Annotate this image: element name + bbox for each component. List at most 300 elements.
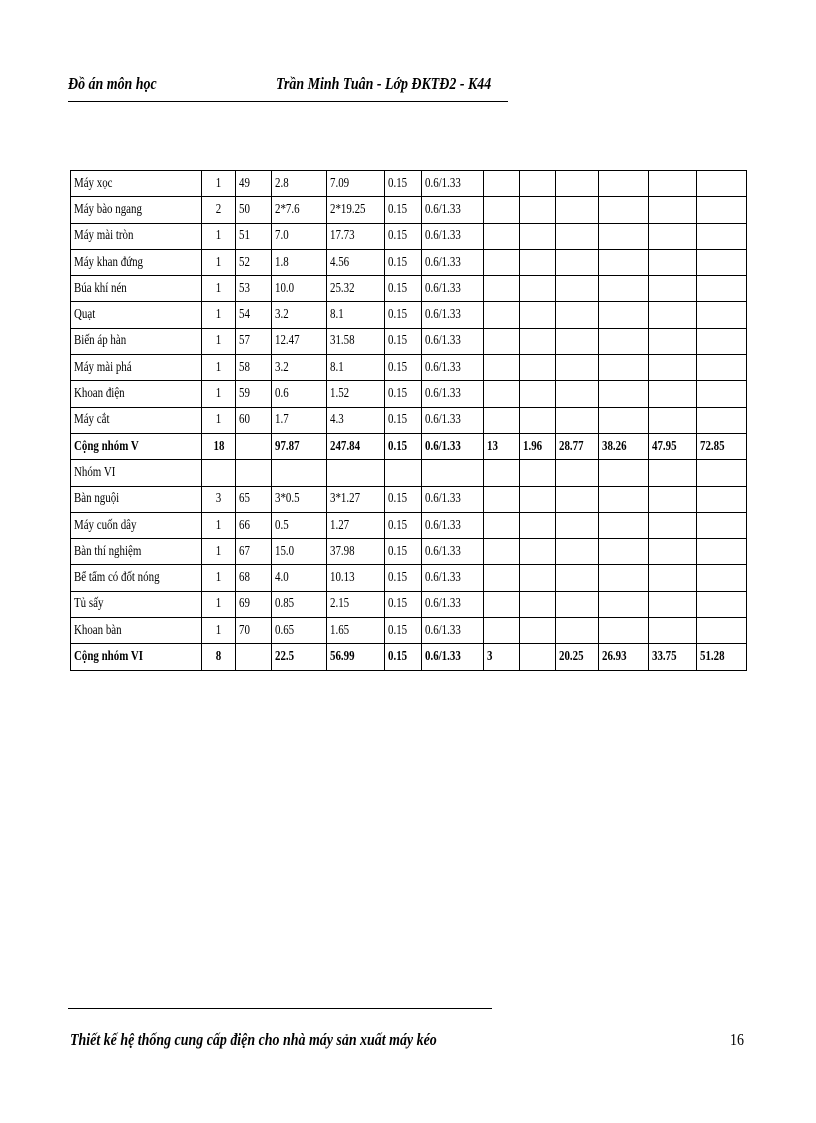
cell-text: Nhóm VI bbox=[74, 464, 116, 480]
table-cell bbox=[556, 223, 599, 249]
table-cell bbox=[385, 565, 422, 591]
table-cell bbox=[422, 381, 484, 407]
table-cell bbox=[202, 171, 236, 197]
table-cell bbox=[484, 460, 520, 486]
cell-text: Máy cắt bbox=[74, 412, 110, 428]
table-cell bbox=[236, 486, 272, 512]
table-cell bbox=[484, 328, 520, 354]
table-cell bbox=[236, 223, 272, 249]
table-cell bbox=[520, 249, 556, 275]
table-cell bbox=[422, 644, 484, 670]
cell-text: 0.15 bbox=[388, 254, 408, 270]
header-course-title: Đồ án môn học bbox=[68, 74, 157, 93]
table-cell bbox=[327, 407, 385, 433]
table-cell bbox=[385, 328, 422, 354]
table-row bbox=[71, 539, 747, 565]
cell-text: 15.0 bbox=[275, 543, 295, 559]
table-cell bbox=[236, 512, 272, 538]
cell-text: 0.6/1.33 bbox=[425, 648, 461, 664]
table-cell-name bbox=[71, 171, 202, 197]
cell-text: 20.25 bbox=[559, 648, 584, 664]
cell-text: Cộng nhóm VI bbox=[74, 648, 143, 664]
table-cell bbox=[327, 249, 385, 275]
table-cell bbox=[272, 644, 327, 670]
table-cell bbox=[697, 328, 747, 354]
cell-text: 18 bbox=[213, 438, 224, 454]
cell-text: 1 bbox=[215, 517, 222, 533]
table-cell bbox=[272, 302, 327, 328]
cell-text: Bể tẩm có đốt nóng bbox=[74, 570, 160, 586]
cell-text: Khoan điện bbox=[74, 386, 125, 402]
table-cell bbox=[272, 486, 327, 512]
table-cell bbox=[556, 407, 599, 433]
cell-text: 7.09 bbox=[330, 175, 350, 191]
table-cell bbox=[484, 512, 520, 538]
table-cell bbox=[649, 433, 697, 459]
table-cell bbox=[327, 276, 385, 302]
table-row bbox=[71, 565, 747, 591]
table-cell bbox=[484, 381, 520, 407]
table-cell-name bbox=[71, 407, 202, 433]
cell-text: 1 bbox=[215, 386, 222, 402]
table-cell bbox=[520, 512, 556, 538]
table-cell bbox=[556, 276, 599, 302]
cell-text: 3.2 bbox=[275, 359, 289, 375]
cell-text: 0.15 bbox=[388, 570, 408, 586]
table-cell bbox=[484, 644, 520, 670]
table-cell bbox=[422, 433, 484, 459]
table-cell bbox=[484, 433, 520, 459]
cell-text: 8.1 bbox=[330, 307, 344, 323]
cell-text: 10.13 bbox=[330, 570, 355, 586]
table-cell bbox=[272, 460, 327, 486]
table-cell bbox=[327, 539, 385, 565]
cell-text: 0.6/1.33 bbox=[425, 622, 461, 638]
table-cell bbox=[556, 486, 599, 512]
table-cell bbox=[422, 276, 484, 302]
table-cell bbox=[236, 407, 272, 433]
table-cell bbox=[556, 328, 599, 354]
cell-text: 0.15 bbox=[388, 359, 408, 375]
table-cell bbox=[599, 328, 649, 354]
table-cell bbox=[272, 407, 327, 433]
table-cell bbox=[202, 276, 236, 302]
table-cell bbox=[697, 539, 747, 565]
table-cell bbox=[236, 171, 272, 197]
table-cell bbox=[520, 618, 556, 644]
table-cell bbox=[556, 249, 599, 275]
cell-text: 52 bbox=[239, 254, 250, 270]
table-cell bbox=[385, 381, 422, 407]
cell-text: 2*7.6 bbox=[275, 201, 300, 217]
cell-text: 38.26 bbox=[602, 438, 627, 454]
table-row bbox=[71, 618, 747, 644]
cell-text: 1 bbox=[215, 543, 222, 559]
cell-text: 70 bbox=[239, 622, 250, 638]
table-cell bbox=[236, 302, 272, 328]
table-cell bbox=[649, 460, 697, 486]
table-cell bbox=[422, 512, 484, 538]
table-cell bbox=[697, 591, 747, 617]
cell-text: 0.15 bbox=[388, 517, 408, 533]
cell-text: 1 bbox=[215, 307, 222, 323]
cell-text: Máy khan đứng bbox=[74, 254, 144, 270]
cell-text: 0.15 bbox=[388, 648, 408, 664]
cell-text: 0.15 bbox=[388, 280, 408, 296]
table-cell bbox=[327, 381, 385, 407]
cell-text: 0.15 bbox=[388, 333, 408, 349]
cell-text: 0.6/1.33 bbox=[425, 280, 461, 296]
table-cell bbox=[422, 591, 484, 617]
cell-text: 0.6/1.33 bbox=[425, 175, 461, 191]
table-cell bbox=[520, 644, 556, 670]
cell-text: 28.77 bbox=[559, 438, 584, 454]
cell-text: 10.0 bbox=[275, 280, 295, 296]
table-cell bbox=[697, 486, 747, 512]
table-cell bbox=[236, 591, 272, 617]
cell-text: 17.73 bbox=[330, 228, 355, 244]
cell-text: Máy bào ngang bbox=[74, 201, 142, 217]
cell-text: Máy mài tròn bbox=[74, 228, 134, 244]
table-cell bbox=[272, 328, 327, 354]
cell-text: 8 bbox=[215, 648, 222, 664]
cell-text: 26.93 bbox=[602, 648, 627, 664]
cell-text: 0.15 bbox=[388, 596, 408, 612]
cell-text: 57 bbox=[239, 333, 250, 349]
table-cell bbox=[649, 171, 697, 197]
table-cell bbox=[520, 539, 556, 565]
table-cell bbox=[556, 171, 599, 197]
table-cell bbox=[202, 433, 236, 459]
table-row bbox=[71, 355, 747, 381]
table-cell bbox=[556, 433, 599, 459]
table-cell-name bbox=[71, 618, 202, 644]
cell-text: 0.15 bbox=[388, 201, 408, 217]
table-cell bbox=[202, 302, 236, 328]
table-cell bbox=[520, 328, 556, 354]
cell-text: 0.6/1.33 bbox=[425, 412, 461, 428]
table-cell bbox=[599, 355, 649, 381]
table-cell bbox=[697, 171, 747, 197]
table-cell bbox=[385, 355, 422, 381]
table-cell bbox=[520, 171, 556, 197]
table-cell bbox=[327, 197, 385, 223]
table-cell bbox=[599, 591, 649, 617]
table-cell bbox=[385, 302, 422, 328]
table-cell bbox=[202, 512, 236, 538]
cell-text: Cộng nhóm V bbox=[74, 438, 139, 454]
table-cell bbox=[272, 223, 327, 249]
table-cell bbox=[202, 355, 236, 381]
cell-text: 4.0 bbox=[275, 570, 289, 586]
table-cell bbox=[556, 618, 599, 644]
cell-text: Tủ sấy bbox=[74, 596, 104, 612]
table-cell-name bbox=[71, 565, 202, 591]
cell-text: Biến áp hàn bbox=[74, 333, 127, 349]
table-cell bbox=[202, 618, 236, 644]
table-cell bbox=[484, 539, 520, 565]
table-cell bbox=[484, 249, 520, 275]
table-cell bbox=[327, 460, 385, 486]
table-cell bbox=[272, 433, 327, 459]
table-cell bbox=[484, 355, 520, 381]
table-cell bbox=[697, 618, 747, 644]
table-cell bbox=[202, 407, 236, 433]
table-cell bbox=[520, 302, 556, 328]
cell-text: 1 bbox=[215, 570, 222, 586]
table-cell bbox=[556, 565, 599, 591]
table-cell bbox=[385, 644, 422, 670]
table-group-row bbox=[71, 460, 747, 486]
cell-text: Máy cuốn dây bbox=[74, 517, 137, 533]
table-cell bbox=[385, 512, 422, 538]
table-cell bbox=[599, 539, 649, 565]
table-cell bbox=[327, 565, 385, 591]
table-cell bbox=[385, 486, 422, 512]
table-cell bbox=[697, 249, 747, 275]
cell-text: 0.15 bbox=[388, 438, 408, 454]
table-cell bbox=[599, 433, 649, 459]
table-cell bbox=[484, 618, 520, 644]
cell-text: 1.52 bbox=[330, 386, 350, 402]
table-cell bbox=[202, 486, 236, 512]
cell-text: 1 bbox=[215, 280, 222, 296]
cell-text: 0.6 bbox=[275, 386, 289, 402]
table-cell bbox=[484, 591, 520, 617]
table-cell bbox=[422, 355, 484, 381]
table-cell bbox=[697, 512, 747, 538]
table-cell bbox=[484, 302, 520, 328]
cell-text: 51 bbox=[239, 228, 250, 244]
table-cell bbox=[520, 407, 556, 433]
table-cell bbox=[520, 460, 556, 486]
cell-text: 3*0.5 bbox=[275, 491, 300, 507]
header-rule bbox=[68, 101, 508, 102]
table-cell bbox=[649, 302, 697, 328]
cell-text: 3*1.27 bbox=[330, 491, 361, 507]
table-cell bbox=[649, 249, 697, 275]
table-cell bbox=[327, 223, 385, 249]
cell-text: 4.3 bbox=[330, 412, 344, 428]
table-row bbox=[71, 486, 747, 512]
table-cell bbox=[599, 460, 649, 486]
cell-text: 2 bbox=[215, 201, 222, 217]
cell-text: 0.15 bbox=[388, 386, 408, 402]
table-cell bbox=[202, 223, 236, 249]
table-cell bbox=[236, 539, 272, 565]
cell-text: Máy xọc bbox=[74, 175, 113, 191]
table-cell bbox=[272, 512, 327, 538]
table-cell-name bbox=[71, 302, 202, 328]
table-cell bbox=[272, 565, 327, 591]
load-table bbox=[70, 170, 747, 671]
table-row bbox=[71, 276, 747, 302]
cell-text: 1 bbox=[215, 622, 222, 638]
table-cell bbox=[556, 355, 599, 381]
cell-text: 0.6/1.33 bbox=[425, 201, 461, 217]
table-cell bbox=[649, 223, 697, 249]
table-cell bbox=[272, 618, 327, 644]
table-cell bbox=[385, 460, 422, 486]
cell-text: 0.6/1.33 bbox=[425, 254, 461, 270]
table-cell bbox=[520, 565, 556, 591]
table-cell-name bbox=[71, 512, 202, 538]
cell-text: 58 bbox=[239, 359, 250, 375]
cell-text: 247.84 bbox=[330, 438, 361, 454]
table-cell bbox=[697, 197, 747, 223]
table-cell bbox=[202, 381, 236, 407]
table-cell bbox=[697, 223, 747, 249]
cell-text: 12.47 bbox=[275, 333, 300, 349]
table-cell bbox=[649, 618, 697, 644]
table-cell bbox=[649, 565, 697, 591]
table-cell bbox=[272, 171, 327, 197]
table-cell bbox=[272, 197, 327, 223]
cell-text: 0.15 bbox=[388, 491, 408, 507]
table-cell bbox=[385, 276, 422, 302]
table-cell bbox=[484, 223, 520, 249]
table-cell bbox=[599, 407, 649, 433]
table-cell-name bbox=[71, 644, 202, 670]
table-cell bbox=[272, 539, 327, 565]
table-row bbox=[71, 407, 747, 433]
table-row bbox=[71, 591, 747, 617]
table-cell bbox=[599, 302, 649, 328]
cell-text: 72.85 bbox=[700, 438, 725, 454]
cell-text: 1.65 bbox=[330, 622, 350, 638]
table-cell bbox=[202, 591, 236, 617]
table-cell bbox=[649, 276, 697, 302]
table-cell bbox=[649, 512, 697, 538]
table-cell-name bbox=[71, 197, 202, 223]
cell-text: 0.15 bbox=[388, 622, 408, 638]
cell-text: 0.15 bbox=[388, 543, 408, 559]
cell-text: 54 bbox=[239, 307, 250, 323]
table-cell bbox=[422, 302, 484, 328]
cell-text: 3 bbox=[215, 491, 222, 507]
table-cell bbox=[202, 249, 236, 275]
table-cell bbox=[649, 407, 697, 433]
cell-text: 0.6/1.33 bbox=[425, 491, 461, 507]
table-cell bbox=[422, 171, 484, 197]
table-cell bbox=[649, 486, 697, 512]
table-cell bbox=[599, 644, 649, 670]
table-cell bbox=[327, 512, 385, 538]
cell-text: 0.6/1.33 bbox=[425, 307, 461, 323]
table-cell bbox=[484, 565, 520, 591]
table-cell bbox=[236, 644, 272, 670]
table-cell bbox=[649, 644, 697, 670]
table-cell bbox=[422, 197, 484, 223]
cell-text: 65 bbox=[239, 491, 250, 507]
table-cell bbox=[236, 276, 272, 302]
cell-text: 22.5 bbox=[275, 648, 295, 664]
cell-text: 1.8 bbox=[275, 254, 289, 270]
cell-text: 0.85 bbox=[275, 596, 295, 612]
table-cell bbox=[556, 302, 599, 328]
table-body bbox=[71, 171, 747, 671]
table-cell bbox=[236, 355, 272, 381]
table-cell bbox=[202, 565, 236, 591]
cell-text: 0.6/1.33 bbox=[425, 543, 461, 559]
cell-text: 2.15 bbox=[330, 596, 350, 612]
cell-text: 31.58 bbox=[330, 333, 355, 349]
cell-text: 0.6/1.33 bbox=[425, 228, 461, 244]
table-cell bbox=[697, 565, 747, 591]
cell-text: 67 bbox=[239, 543, 250, 559]
cell-text: 50 bbox=[239, 201, 250, 217]
table-cell-name bbox=[71, 355, 202, 381]
table-cell bbox=[272, 591, 327, 617]
cell-text: 3.2 bbox=[275, 307, 289, 323]
table-cell bbox=[697, 644, 747, 670]
table-cell bbox=[520, 355, 556, 381]
table-total-row bbox=[71, 433, 747, 459]
cell-text: 1 bbox=[215, 228, 222, 244]
table-cell bbox=[202, 644, 236, 670]
table-cell bbox=[599, 565, 649, 591]
table-cell bbox=[520, 223, 556, 249]
cell-text: 1.96 bbox=[523, 438, 543, 454]
table-cell bbox=[385, 539, 422, 565]
table-cell bbox=[385, 197, 422, 223]
table-cell bbox=[422, 223, 484, 249]
cell-text: 0.5 bbox=[275, 517, 289, 533]
cell-text: 0.15 bbox=[388, 412, 408, 428]
table-cell bbox=[327, 618, 385, 644]
table-cell bbox=[385, 223, 422, 249]
table-cell bbox=[385, 407, 422, 433]
table-cell-name bbox=[71, 433, 202, 459]
table-cell bbox=[520, 486, 556, 512]
cell-text: 1 bbox=[215, 412, 222, 428]
table-cell bbox=[327, 171, 385, 197]
table-cell-name bbox=[71, 249, 202, 275]
table-cell bbox=[484, 171, 520, 197]
table-cell bbox=[649, 591, 697, 617]
table-cell bbox=[697, 433, 747, 459]
table-cell-name bbox=[71, 276, 202, 302]
cell-text: 8.1 bbox=[330, 359, 344, 375]
cell-text: 1.27 bbox=[330, 517, 350, 533]
table-cell bbox=[484, 276, 520, 302]
table-cell bbox=[484, 407, 520, 433]
table-total-row bbox=[71, 644, 747, 670]
table-cell bbox=[697, 276, 747, 302]
table-cell bbox=[327, 644, 385, 670]
table-cell bbox=[327, 355, 385, 381]
cell-text: 0.6/1.33 bbox=[425, 359, 461, 375]
table-cell bbox=[236, 197, 272, 223]
table-cell bbox=[599, 486, 649, 512]
cell-text: Bàn nguội bbox=[74, 491, 120, 507]
table-cell bbox=[484, 197, 520, 223]
cell-text: 0.15 bbox=[388, 307, 408, 323]
table-cell bbox=[599, 171, 649, 197]
table-cell bbox=[556, 381, 599, 407]
cell-text: 51.28 bbox=[700, 648, 725, 664]
table-cell bbox=[599, 276, 649, 302]
table-cell bbox=[520, 591, 556, 617]
table-cell bbox=[697, 460, 747, 486]
table-cell bbox=[385, 591, 422, 617]
table-cell bbox=[236, 565, 272, 591]
table-cell bbox=[422, 539, 484, 565]
table-cell bbox=[520, 433, 556, 459]
table-cell bbox=[697, 381, 747, 407]
table-cell bbox=[556, 591, 599, 617]
table-row bbox=[71, 381, 747, 407]
